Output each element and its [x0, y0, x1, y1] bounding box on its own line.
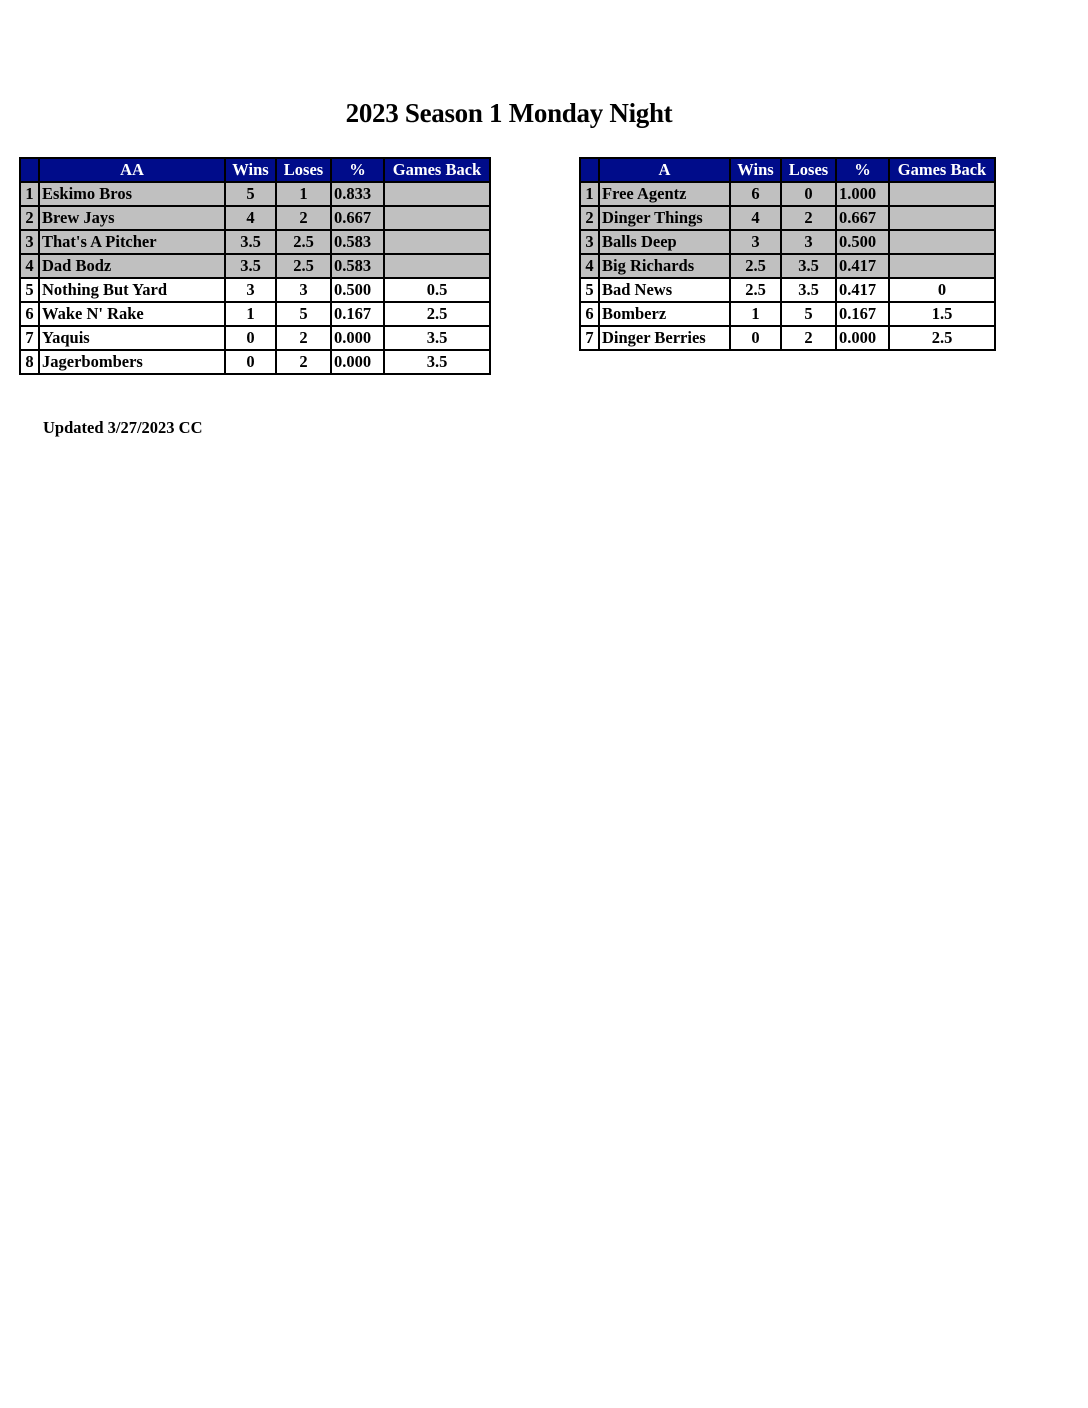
pct-header: % — [836, 158, 889, 182]
games-back-cell: 2.5 — [384, 302, 490, 326]
pct-cell: 0.583 — [331, 254, 384, 278]
table-row — [580, 302, 995, 326]
games-back-cell: 1.5 — [889, 302, 995, 326]
table-header-row — [20, 158, 490, 182]
loses-cell: 0 — [781, 182, 836, 206]
table-row — [20, 326, 490, 350]
loses-cell: 3.5 — [781, 278, 836, 302]
wins-cell: 0 — [225, 326, 276, 350]
team-name-cell: Dinger Berries — [599, 326, 730, 350]
loses-cell: 2 — [276, 350, 331, 374]
wins-cell: 3.5 — [225, 230, 276, 254]
games-back-cell — [889, 206, 995, 230]
rank-cell: 6 — [20, 302, 39, 326]
rank-header — [580, 158, 599, 182]
pct-cell: 0.833 — [331, 182, 384, 206]
updated-note: Updated 3/27/2023 CC — [43, 418, 203, 437]
wins-cell: 2.5 — [730, 254, 781, 278]
loses-cell: 2 — [276, 326, 331, 350]
table-row — [20, 350, 490, 374]
rank-cell: 4 — [580, 254, 599, 278]
loses-cell: 2.5 — [276, 230, 331, 254]
pct-cell: 0.000 — [836, 326, 889, 350]
games-back-cell — [384, 254, 490, 278]
loses-cell: 2 — [276, 206, 331, 230]
pct-header: % — [331, 158, 384, 182]
table-row — [20, 278, 490, 302]
rank-cell: 4 — [20, 254, 39, 278]
wins-cell: 0 — [730, 326, 781, 350]
table-row — [20, 302, 490, 326]
team-name-cell: Brew Jays — [39, 206, 225, 230]
team-name-cell: Jagerbombers — [39, 350, 225, 374]
games-back-cell: 3.5 — [384, 326, 490, 350]
rank-cell: 5 — [20, 278, 39, 302]
division-header: A — [599, 158, 730, 182]
loses-header: Loses — [781, 158, 836, 182]
loses-cell: 1 — [276, 182, 331, 206]
pct-cell: 0.500 — [331, 278, 384, 302]
wins-cell: 6 — [730, 182, 781, 206]
loses-cell: 3.5 — [781, 254, 836, 278]
table-header-row — [580, 158, 995, 182]
rank-cell: 5 — [580, 278, 599, 302]
wins-header: Wins — [225, 158, 276, 182]
wins-header: Wins — [730, 158, 781, 182]
pct-cell: 0.167 — [331, 302, 384, 326]
team-name-cell: Nothing But Yard — [39, 278, 225, 302]
pct-cell: 0.000 — [331, 326, 384, 350]
aa-standings-table — [19, 157, 491, 375]
pct-cell: 0.500 — [836, 230, 889, 254]
games-back-cell — [889, 254, 995, 278]
wins-cell: 3 — [225, 278, 276, 302]
games-back-cell — [384, 182, 490, 206]
wins-cell: 3.5 — [225, 254, 276, 278]
team-name-cell: Big Richards — [599, 254, 730, 278]
pct-cell: 0.667 — [836, 206, 889, 230]
table-row — [20, 182, 490, 206]
team-name-cell: That's A Pitcher — [39, 230, 225, 254]
table-row — [580, 206, 995, 230]
team-name-cell: Wake N' Rake — [39, 302, 225, 326]
wins-cell: 2.5 — [730, 278, 781, 302]
pct-cell: 0.167 — [836, 302, 889, 326]
loses-cell: 2.5 — [276, 254, 331, 278]
rank-cell: 1 — [20, 182, 39, 206]
loses-cell: 5 — [276, 302, 331, 326]
team-name-cell: Bomberz — [599, 302, 730, 326]
pct-cell: 0.417 — [836, 278, 889, 302]
team-name-cell: Yaquis — [39, 326, 225, 350]
pct-cell: 1.000 — [836, 182, 889, 206]
games-back-cell: 0 — [889, 278, 995, 302]
games-back-cell: 0.5 — [384, 278, 490, 302]
wins-cell: 4 — [730, 206, 781, 230]
pct-cell: 0.000 — [331, 350, 384, 374]
a-standings-table — [579, 157, 996, 351]
team-name-cell: Dad Bodz — [39, 254, 225, 278]
rank-cell: 6 — [580, 302, 599, 326]
rank-header — [20, 158, 39, 182]
team-name-cell: Balls Deep — [599, 230, 730, 254]
wins-cell: 1 — [730, 302, 781, 326]
table-row — [580, 254, 995, 278]
games-back-header: Games Back — [384, 158, 490, 182]
table-row — [20, 206, 490, 230]
page-title: 2023 Season 1 Monday Night — [345, 98, 673, 128]
rank-cell: 2 — [580, 206, 599, 230]
pct-cell: 0.667 — [331, 206, 384, 230]
table-row — [20, 230, 490, 254]
wins-cell: 5 — [225, 182, 276, 206]
rank-cell: 1 — [580, 182, 599, 206]
loses-cell: 3 — [781, 230, 836, 254]
loses-cell: 5 — [781, 302, 836, 326]
wins-cell: 4 — [225, 206, 276, 230]
team-name-cell: Free Agentz — [599, 182, 730, 206]
table-row — [580, 278, 995, 302]
rank-cell: 3 — [20, 230, 39, 254]
rank-cell: 2 — [20, 206, 39, 230]
games-back-cell — [384, 206, 490, 230]
games-back-cell — [889, 230, 995, 254]
pct-cell: 0.417 — [836, 254, 889, 278]
wins-cell: 1 — [225, 302, 276, 326]
team-name-cell: Eskimo Bros — [39, 182, 225, 206]
loses-header: Loses — [276, 158, 331, 182]
loses-cell: 2 — [781, 326, 836, 350]
loses-cell: 2 — [781, 206, 836, 230]
team-name-cell: Bad News — [599, 278, 730, 302]
games-back-header: Games Back — [889, 158, 995, 182]
table-row — [580, 326, 995, 350]
rank-cell: 8 — [20, 350, 39, 374]
loses-cell: 3 — [276, 278, 331, 302]
wins-cell: 3 — [730, 230, 781, 254]
games-back-cell — [889, 182, 995, 206]
games-back-cell: 3.5 — [384, 350, 490, 374]
games-back-cell: 2.5 — [889, 326, 995, 350]
table-row — [580, 182, 995, 206]
rank-cell: 3 — [580, 230, 599, 254]
pct-cell: 0.583 — [331, 230, 384, 254]
table-row — [580, 230, 995, 254]
table-row — [20, 254, 490, 278]
team-name-cell: Dinger Things — [599, 206, 730, 230]
division-header: AA — [39, 158, 225, 182]
rank-cell: 7 — [580, 326, 599, 350]
games-back-cell — [384, 230, 490, 254]
wins-cell: 0 — [225, 350, 276, 374]
rank-cell: 7 — [20, 326, 39, 350]
